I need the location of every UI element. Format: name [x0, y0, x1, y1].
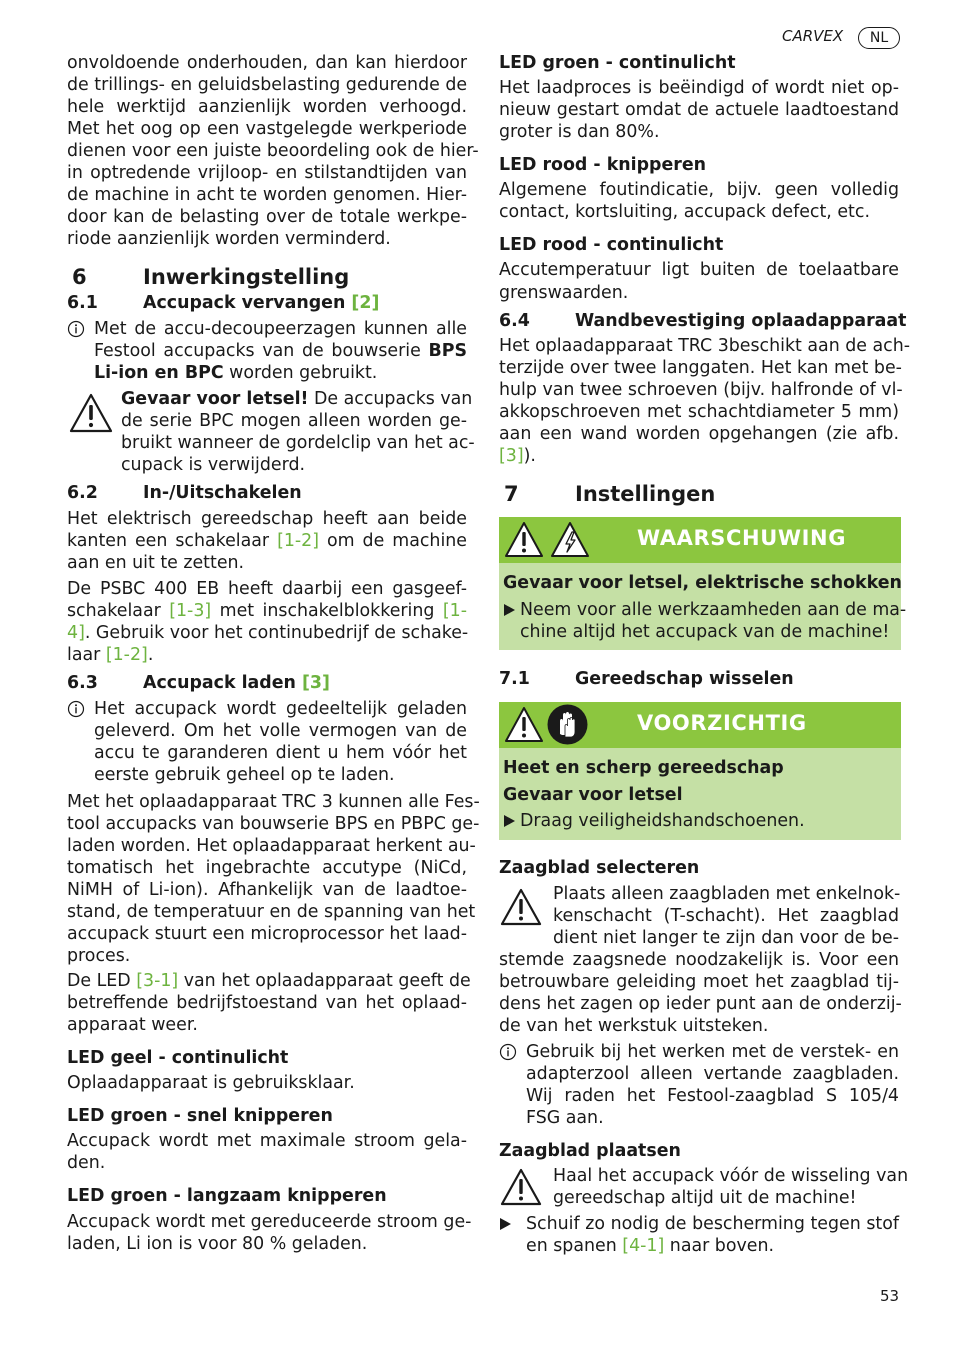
section-7-1-number: 7.1 [499, 669, 530, 689]
led-green-slow-title: LED groen - langzaam knipperen [67, 1186, 387, 1206]
title-text: Accupack laden [143, 673, 302, 693]
text-line [499, 445, 536, 467]
text-line [67, 600, 467, 622]
text-line: den. [67, 1153, 106, 1173]
text-part: worden gebruikt. [223, 363, 378, 383]
text-line [67, 622, 467, 644]
text-line: bruikt wanneer de gordelclip van het ac- [121, 433, 475, 453]
text-line: Accutemperatuur ligt buiten de toelaatbare [499, 260, 899, 280]
text-line: NiMH of Li-ion). Afhankelijk van de laadtoe- [67, 880, 467, 900]
text-line: riode aanzienlijk worden verminderd. [67, 229, 391, 249]
info-icon [67, 320, 85, 338]
figure-ref: [3-1] [136, 971, 179, 991]
text-line: hele werktijd aanzienlijk worden verhoogd. [67, 97, 467, 117]
info-icon [499, 1043, 517, 1061]
text-line: Draag veiligheidshandschoenen. [520, 811, 805, 831]
bullet-arrow-icon [504, 815, 515, 827]
text-line: Plaats alleen zaagbladen met enkelnok- [553, 884, 901, 904]
warning-triangle-icon [500, 1168, 542, 1206]
text-line: Het elektrisch gereedschap heeft aan beide [67, 509, 467, 529]
section-6-3-title [143, 672, 330, 694]
text-line [67, 644, 153, 666]
text-part: ). [523, 446, 536, 466]
text-line: FSG aan. [526, 1108, 604, 1128]
text-line: laden, Li ion is voor 80 % geladen. [67, 1234, 368, 1254]
text-line: Met het oog op een vastgelegde werkperiode [67, 119, 467, 139]
section-6-1-title [143, 292, 379, 314]
text-line: betrouwbare geleiding moet het zaagblad tij- [499, 972, 899, 992]
text-line [67, 970, 471, 992]
text-part: Festool accupacks van de bouwserie [94, 341, 429, 361]
text-line: aan een wand worden opgehangen (zie afb. [499, 424, 899, 444]
text-line: accupack stuurt een microprocessor het laad- [67, 924, 467, 944]
text-part: laar [67, 645, 106, 665]
text-line: onvoldoende onderhouden, dan kan hierdoor [67, 53, 467, 73]
text-line: stand, de temperatuur en de spanning van het [67, 902, 476, 922]
bullet-arrow-icon [504, 604, 515, 616]
text-part-bold: Gevaar voor letsel! [121, 389, 309, 409]
section-6-number: 6 [72, 265, 87, 289]
section-6-2-number: 6.2 [67, 483, 98, 503]
section-6-2-title: In-/Uitschakelen [143, 483, 302, 503]
warning-box-subtitle: Gevaar voor letsel, elektrische schokken [503, 573, 902, 593]
section-7-title: Instellingen [575, 482, 716, 506]
text-line: dienen voor een juiste beoordeling ook de hier- [67, 141, 479, 161]
text-part: en spanen [526, 1236, 623, 1256]
text-line: grenswaarden. [499, 283, 629, 303]
text-line: Wij raden het Festool-zaagblad S 105/4 [526, 1086, 899, 1106]
text-line: chine altijd het accupack van de machine! [520, 622, 890, 642]
gloves-icon [547, 704, 588, 745]
text-line: Schuif zo nodig de bescherming tegen stof [526, 1214, 899, 1234]
text-part: om de machine [319, 531, 467, 551]
text-line: Gebruik bij het werken met de verstek- en [526, 1042, 899, 1062]
text-line: terzijde over twee langgaten. Het kan met be- [499, 358, 902, 378]
section-6-4-number: 6.4 [499, 311, 530, 331]
warning-triangle-icon [504, 706, 544, 744]
insert-blade-title: Zaagblad plaatsen [499, 1141, 681, 1161]
figure-ref: [1-2] [105, 645, 148, 665]
text-line: apparaat weer. [67, 1015, 198, 1035]
led-red-blink-title: LED rood - knipperen [499, 155, 707, 175]
text-line: Accupack wordt met gereduceerde stroom ge- [67, 1212, 472, 1232]
text-line: dient niet langer te zijn dan voor de be- [553, 928, 899, 948]
text-line: Oplaadapparaat is gebruiksklaar. [67, 1073, 355, 1093]
led-green-fast-title: LED groen - snel knipperen [67, 1106, 333, 1126]
text-line: hulp van twee schroeven (bijv. halfronde of vl- [499, 380, 903, 400]
caution-box-subtitle-1: Heet en scherp gereedschap [503, 758, 784, 778]
warning-box-title: WAARSCHUWING [637, 526, 847, 550]
text-line: Met het oplaadapparaat TRC 3 kunnen alle Fes- [67, 792, 480, 812]
text-part: . Gebruik voor het continubedrijf de schake- [84, 623, 469, 643]
text-line [121, 388, 473, 410]
bullet-arrow-icon [500, 1218, 511, 1230]
text-part: De accupacks van [308, 389, 473, 409]
figure-ref: [3] [301, 673, 330, 693]
text-line: akkopschroeven met schachtdiameter 5 mm) [499, 402, 899, 422]
figure-ref: [1-3] [169, 601, 212, 621]
text-line: Het oplaadapparaat TRC 3beschikt aan de ach- [499, 336, 911, 356]
section-6-3-number: 6.3 [67, 673, 98, 693]
section-7-number: 7 [504, 482, 519, 506]
text-line: Neem voor alle werkzaamheden aan de ma- [520, 600, 907, 620]
figure-ref: [4-1] [622, 1236, 665, 1256]
text-line: geleverd. Om het volle vermogen van de [94, 721, 467, 741]
text-line [67, 530, 467, 552]
text-line: betreffende bedrijfstoestand van het oplaad- [67, 993, 467, 1013]
text-line: De PSBC 400 EB heeft daarbij een gasgeef- [67, 579, 467, 599]
text-part: . [147, 645, 154, 665]
text-line: adapterzool alleen vertande zaagbladen. [526, 1064, 899, 1084]
text-line: tool accupacks van bouwserie BPS en PBPC ge- [67, 814, 480, 834]
text-line [94, 362, 377, 384]
led-yellow-title: LED geel - continulicht [67, 1048, 289, 1068]
text-line: gereedschap altijd uit de machine! [553, 1188, 857, 1208]
figure-ref: [2] [351, 293, 380, 313]
text-line: Met de accu-decoupeerzagen kunnen alle [94, 319, 467, 339]
text-line: eerste gebruik geheel op te laden. [94, 765, 395, 785]
caution-box-title: VOORZICHTIG [637, 711, 807, 735]
page-number: 53 [880, 1287, 900, 1305]
led-red-continuous-title: LED rood - continulicht [499, 235, 724, 255]
text-line: de van het werkstuk uitsteken. [499, 1016, 769, 1036]
figure-ref: [3] [499, 446, 524, 466]
text-line: de serie BPC mogen alleen worden ge- [121, 411, 467, 431]
text-part-bold: Li-ion en BPC [94, 363, 224, 383]
text-line: door kan de belasting over de totale werkpe- [67, 207, 467, 227]
text-line: accu te garanderen dient u hem vóór het [94, 743, 467, 763]
select-blade-title: Zaagblad selecteren [499, 858, 700, 878]
text-line [94, 340, 467, 362]
text-part: van het oplaadapparaat geeft de [178, 971, 471, 991]
text-line: contact, kortsluiting, accupack defect, etc. [499, 202, 870, 222]
section-6-1-number: 6.1 [67, 293, 98, 313]
text-line: stemde zaagsnede noodzakelijk is. Voor een [499, 950, 899, 970]
text-line: groter is dan 80%. [499, 122, 660, 142]
brand-name: CARVEX [782, 27, 844, 45]
text-line: Accupack wordt met maximale stroom gela- [67, 1131, 467, 1151]
text-part: kanten een schakelaar [67, 531, 278, 551]
text-line: tomatisch het ingebrachte accutype (NiCd, [67, 858, 467, 878]
text-line [526, 1235, 774, 1257]
figure-ref: 4] [67, 623, 85, 643]
figure-ref: [1- [442, 601, 468, 621]
figure-ref: [1-2] [277, 531, 320, 551]
text-line: Algemene foutindicatie, bijv. geen volledig [499, 180, 899, 200]
text-line: aan en uit te zetten. [67, 553, 245, 573]
text-line: kenschacht (T-schacht). Het zaagblad [553, 906, 899, 926]
section-6-title: Inwerkingstelling [143, 265, 350, 289]
text-line: cupack is verwijderd. [121, 455, 306, 475]
warning-triangle-icon [500, 888, 542, 926]
text-line: Haal het accupack vóór de wisseling van [553, 1166, 909, 1186]
language-badge: NL [858, 27, 900, 49]
text-line: Het accupack wordt gedeeltelijk geladen [94, 699, 467, 719]
text-part: met inschakelblokkering [211, 601, 443, 621]
info-icon [67, 700, 85, 718]
warning-triangle-icon [504, 521, 544, 559]
warning-triangle-icon [69, 393, 113, 433]
text-line: Het laadproces is beëindigd of wordt niet op- [499, 78, 899, 98]
section-6-4-title: Wandbevestiging oplaadapparaat [575, 311, 907, 331]
text-part: naar boven. [664, 1236, 775, 1256]
text-part-bold: BPS [428, 341, 467, 361]
text-line: de trillings- en geluidsbelasting gedurende de [67, 75, 468, 95]
text-part: schakelaar [67, 601, 170, 621]
led-green-continuous-title: LED groen - continulicht [499, 53, 736, 73]
section-7-1-title: Gereedschap wisselen [575, 669, 794, 689]
text-line: in optredende vrijloop- en stilstandtijden van [67, 163, 467, 183]
text-line: proces. [67, 946, 131, 966]
caution-box-subtitle-2: Gevaar voor letsel [503, 785, 683, 805]
text-line: laden worden. Het oplaadapparaat herkent au- [67, 836, 476, 856]
text-part: De LED [67, 971, 137, 991]
electric-shock-icon [550, 521, 590, 559]
text-line: de machine in acht te worden genomen. Hier- [67, 185, 467, 205]
text-line: nieuw gestart omdat de actuele laadtoestand [499, 100, 899, 120]
text-line: dens het zagen op ieder punt aan de onderzij- [499, 994, 902, 1014]
title-text: Accupack vervangen [143, 293, 352, 313]
